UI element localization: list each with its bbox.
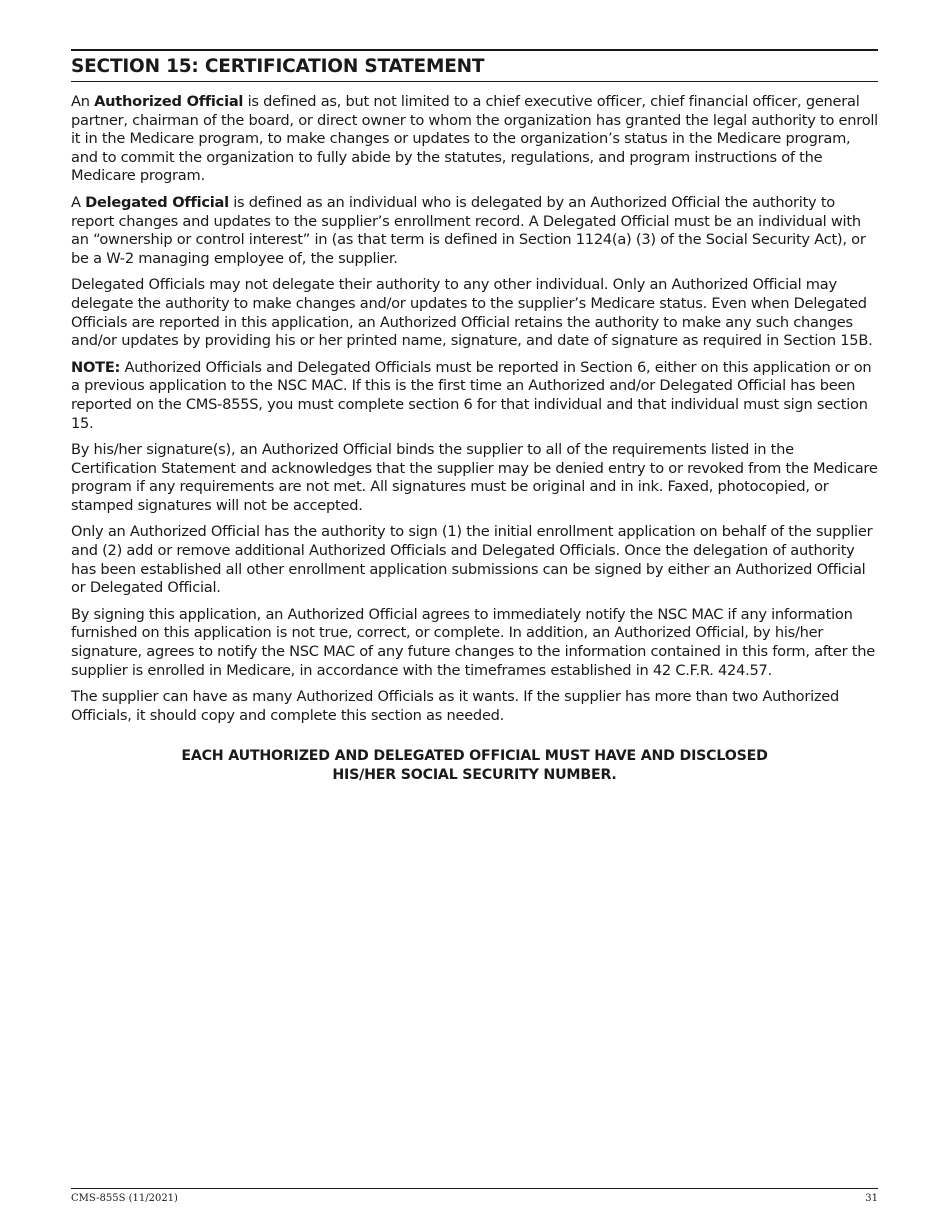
paragraph-delegation-limits: Delegated Officials may not delegate their authority to any other individual. Only an Authorized Official may delegate the authority to make changes and/or updates to the supplier’s Medicare status. Even when Delegated Officials are reported in this application, an Authorized Official retains the authority to make any such changes and/or updates by providing his or her printed name, signature, and date of signature as required in Section 15B. <box>71 276 873 350</box>
term-delegated-official: Delegated Official <box>85 193 229 211</box>
paragraph-signing-authority: Only an Authorized Official has the authority to sign (1) the initial enrollment application on behalf of the supplier and (2) add or remove additional Authorized Officials and Delegated Officials. Once the delegation of authority has been established all other enrollment application submissions can be signed by either an Authorized Official or Delegated Official. <box>71 523 873 597</box>
paragraph-note <box>71 359 878 433</box>
note-text: Authorized Officials and Delegated Officials must be reported in Section 6, either on this application or on a previous application to the NSC MAC. If this is the first time an Authorized and/or Delegated Official has been reported on the CMS-855S, you must complete section 6 for that individual and that individual must sign section 15. <box>71 358 872 432</box>
p1-text: is defined as, but not limited to a chief executive officer, chief financial officer, general partner, chairman of the board, or direct owner to whom the organization has granted the legal authority to enroll it in the Medicare program, to make changes or updates to the organization’s status in the Medicare program, and to commit the organization to fully abide by the statutes, regulations, and program instructions of the Medicare program. <box>71 93 878 185</box>
note-label: NOTE: <box>71 358 121 376</box>
paragraph-notification-agreement: By signing this application, an Authorized Official agrees to immediately notify the NSC MAC if any information furnished on this application is not true, correct, or complete. In addition, an Authorized Official, by his/her signature, agrees to notify the NSC MAC of any future changes to the information contained in this form, after the supplier is enrolled in Medicare, in accordance with the timeframes established in 42 C.F.R. 424.57. <box>71 605 875 679</box>
ssn-disclosure-notice <box>71 747 878 784</box>
paragraph-signature-binding: By his/her signature(s), an Authorized Official binds the supplier to all of the requirements listed in the Certification Statement and acknowledges that the supplier may be denied entry to or revoked from the Medicare program if any requirements are not met. All signatures must be original and in ink. Faxed, photocopied, or stamped signatures will not be accepted. <box>71 441 878 514</box>
p1-pre: An <box>71 93 95 110</box>
p2-pre: A <box>71 193 86 211</box>
p2-text: is defined as an individual who is delegated by an Authorized Official the authority to report changes and updates to the supplier’s enrollment record. A Delegated Official must be an individual with an “ownership or control interest” in (as that term is defined in Section 1124(a) (3) of the Social Security Act), or be a W-2 managing employee of, the supplier. <box>71 193 866 267</box>
form-identifier: CMS-855S (11/2021) <box>71 1193 178 1204</box>
page-number: 31 <box>865 1193 878 1204</box>
section-header <box>71 49 878 82</box>
notice-line-2: HIS/HER SOCIAL SECURITY NUMBER. <box>332 767 617 783</box>
term-authorized-official: Authorized Official <box>94 93 244 110</box>
document-page <box>71 49 878 785</box>
paragraph-multiple-officials: The supplier can have as many Authorized Officials as it wants. If the supplier has more than two Authorized Officials, it should copy and complete this section as needed. <box>71 688 840 724</box>
page-footer <box>71 1188 878 1205</box>
section-title: SECTION 15: CERTIFICATION STATEMENT <box>71 56 485 77</box>
paragraph-delegated-official-definition <box>71 194 878 268</box>
paragraph-authorized-official-definition <box>71 93 878 186</box>
notice-line-1: EACH AUTHORIZED AND DELEGATED OFFICIAL MUST HAVE AND DISCLOSED <box>181 748 768 765</box>
